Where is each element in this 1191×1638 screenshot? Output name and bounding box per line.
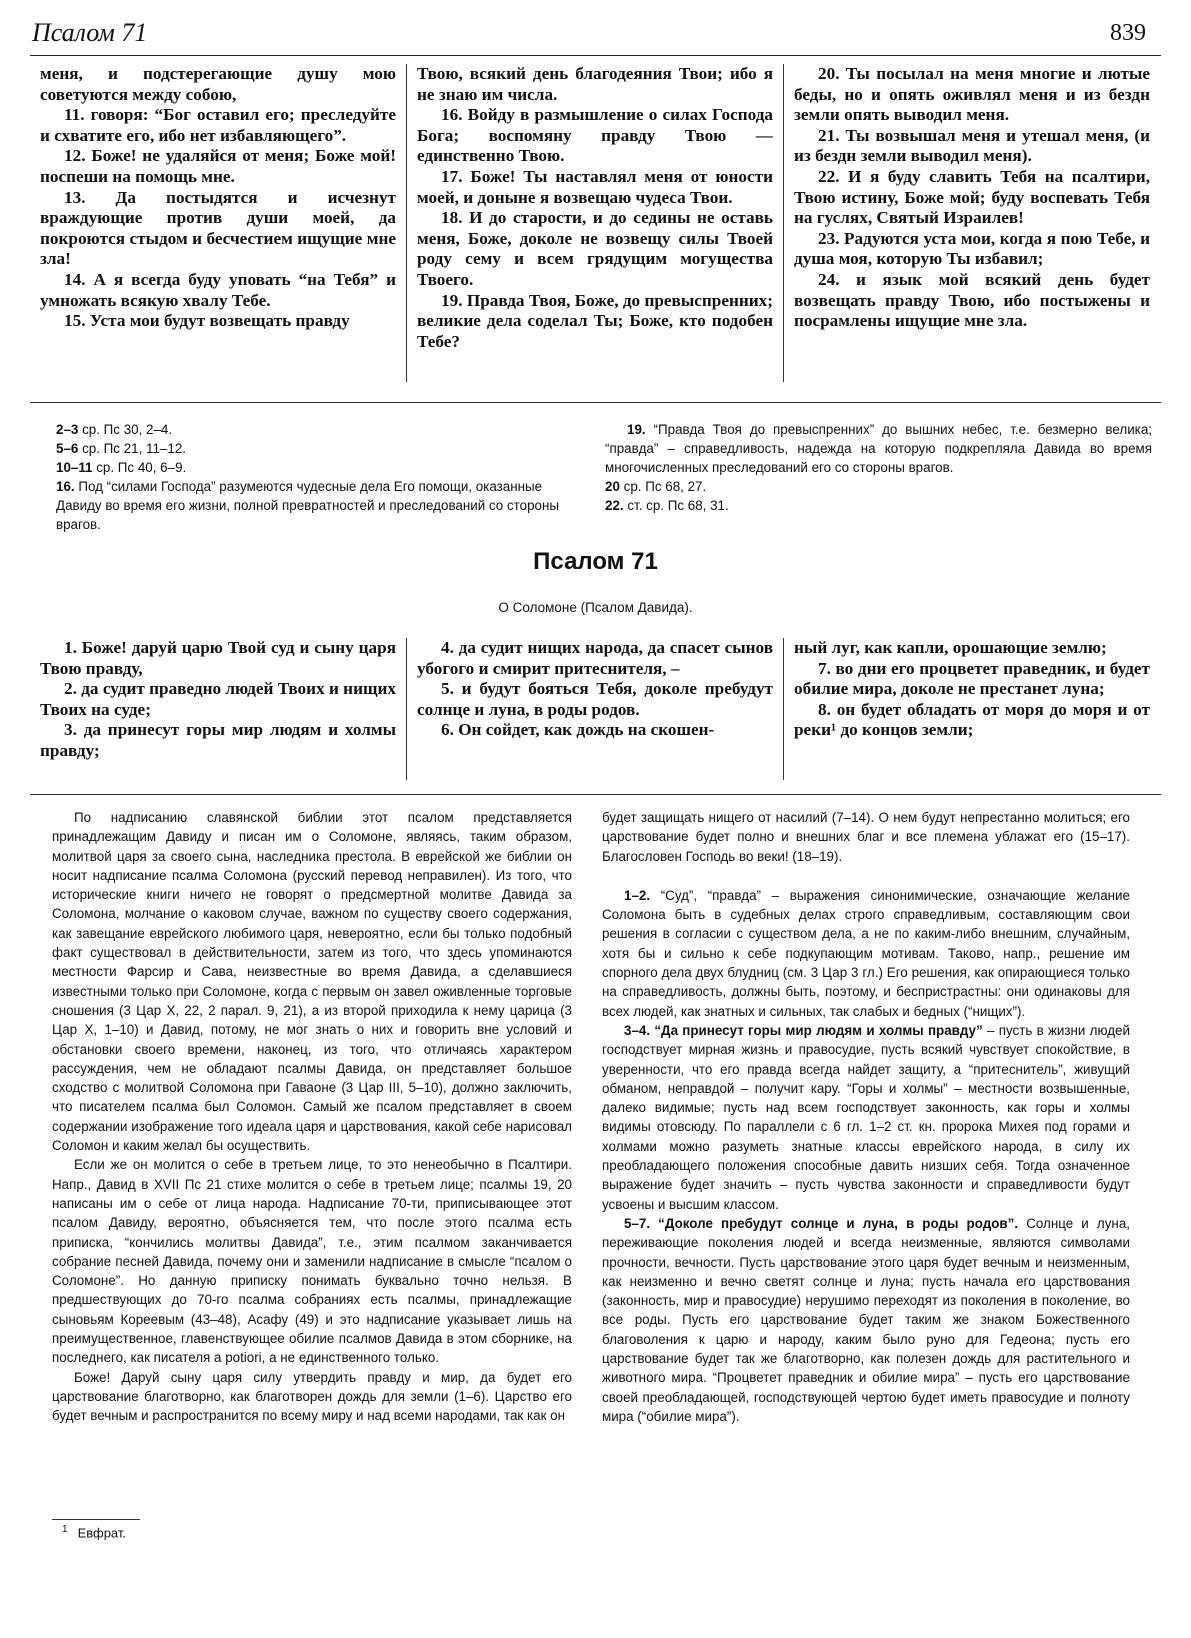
paragraph-text: ст. ср. Пс 68, 31. bbox=[623, 498, 729, 513]
paragraph-text: 15. Уста мои будут возвещать правду bbox=[64, 311, 350, 331]
paragraph bbox=[40, 638, 396, 679]
notes-left-column bbox=[30, 420, 585, 534]
reference: 10–11 bbox=[56, 460, 93, 475]
paragraph-text: ср. Пс 68, 27. bbox=[619, 479, 707, 494]
paragraph-text: 4. да судит нищих народа, да спасет сынов убогого и смирит притеснителя, – bbox=[417, 638, 773, 678]
reference: 1–2. bbox=[624, 887, 651, 903]
paragraph-text: 7. во дни его процветет праведник, и будет обилие мира, доколе не престанет луна; bbox=[794, 658, 1150, 699]
paragraph-text: 6. Он сойдет, как дождь на скошен- bbox=[441, 720, 715, 740]
reference: 20 bbox=[605, 479, 620, 494]
paragraph bbox=[417, 679, 773, 720]
paragraph bbox=[52, 1155, 572, 1367]
verse-column bbox=[30, 638, 406, 780]
paragraph-text: 11. говоря: “Бог оставил его; преследуйте и схватите его, ибо нет избавляющего”. bbox=[40, 105, 396, 145]
paragraph bbox=[794, 167, 1150, 229]
reference: 5–6 bbox=[56, 441, 79, 456]
paragraph bbox=[417, 105, 773, 167]
paragraph-text: 1. Боже! даруй царю Твой суд и сыну царя Твою правду, bbox=[40, 638, 396, 678]
paragraph-text: Солнце и луна, переживающие поколения людей и всегда неизменные, являются символами прочности, вечности. Пусть царствование этого царя будет вечным и неизменным, как неизменно и вечно светят солнце и луна; пусть начала его царствования (законность, мир и правосудие) нерушимо переходят из поколения в поколение, во все роды. Пусть его царствование будет таким же знаком Божественного благоволения к царю и народу, каким было руно для Гедеона; пусть его царствование будет так же благотворно, как полезен дождь для растительного и животного мира. “Процветет праведник и обилие мира” – пусть его царствование своей преобладающей, господствующей чертою будет иметь правосудие и полноту мира (“обилие мира”). bbox=[602, 1215, 1130, 1424]
paragraph bbox=[794, 270, 1150, 332]
paragraph-text: 24. и язык мой всякий день будет возвещать правду Твою, ибо постыжены и посрамлены ищущие мне зла. bbox=[794, 269, 1150, 331]
paragraph bbox=[40, 270, 396, 311]
paragraph-text: ср. Пс 21, 11–12. bbox=[78, 441, 186, 456]
paragraph bbox=[602, 808, 1130, 866]
verses-bottom bbox=[30, 638, 1160, 780]
paragraph bbox=[40, 105, 396, 146]
paragraph bbox=[40, 64, 396, 105]
footnote-mark: 1 bbox=[62, 1524, 68, 1535]
paragraph-text: 20. Ты посылал на меня многие и лютые беды, но и опять оживлял меня и из бездн земли опять выводил меня. bbox=[794, 64, 1150, 125]
header-rule bbox=[30, 55, 1161, 56]
paragraph bbox=[417, 720, 773, 741]
paragraph bbox=[417, 208, 773, 290]
paragraph-text: Твою, всякий день благодеяния Твои; ибо я не знаю им числа. bbox=[417, 64, 773, 104]
paragraph-text: 21. Ты возвышал меня и утешал меня, (и из бездн земли выводил меня). bbox=[794, 125, 1150, 166]
paragraph bbox=[794, 126, 1150, 167]
verses-rule bbox=[30, 402, 1161, 403]
paragraph bbox=[56, 477, 585, 534]
paragraph-text: “Правда Твоя до превыспренних” до вышних небес, т.е. безмерно велика; “правда” – справедливость, надежда на которую подкрепляла Давида во время многочисленных преследований его со стороны врагов. bbox=[605, 422, 1152, 475]
paragraph bbox=[794, 659, 1150, 700]
reference: 2–3 bbox=[56, 422, 79, 437]
paragraph-text: 22. И я буду славить Тебя на псалтири, Твою истину, Боже мой; буду воспевать Тебя на гуслях, Святый Израилев! bbox=[794, 166, 1150, 228]
commentary-right-column bbox=[602, 808, 1130, 1426]
paragraph-text: 13. Да постыдятся и исчезнут враждующие против души моей, да покроются стыдом и бесчестием ищущие мне зла! bbox=[40, 187, 396, 269]
paragraph bbox=[56, 458, 585, 477]
paragraph bbox=[794, 700, 1150, 741]
paragraph bbox=[605, 420, 1152, 477]
reference: 22. bbox=[605, 498, 624, 513]
page-number: 839 bbox=[1110, 20, 1146, 46]
paragraph-text: 18. И до старости, и до седины не оставь меня, Боже, доколе не возвещу силы Твоей роду сему и всем грядущим могущества Твоего. bbox=[417, 208, 773, 289]
paragraph bbox=[605, 496, 1152, 515]
paragraph-text: 19. Правда Твоя, Боже, до превыспренних; великие дела соделал Ты; Боже, кто подобен Тебе? bbox=[417, 290, 773, 351]
paragraph-text: 12. Боже! не удаляйся от меня; Боже мой! поспеши на помощь мне. bbox=[40, 146, 396, 186]
paragraph-text: ный луг, как капли, орошающие землю; bbox=[794, 638, 1107, 657]
paragraph-text: 5. и будут бояться Тебя, доколе пребудут солнце и луна, в роды родов. bbox=[417, 679, 773, 719]
paragraph-text: 3. да принесут горы мир людям и холмы правду; bbox=[40, 720, 396, 760]
study-notes bbox=[30, 420, 1160, 534]
verse-column bbox=[30, 64, 406, 382]
verse-column bbox=[783, 64, 1160, 382]
paragraph-text: 16. Войду в размышление о силах Господа Бога; воспомяну правду Твою — единственно Твою. bbox=[417, 105, 773, 166]
paragraph-text: ср. Пс 30, 2–4. bbox=[78, 422, 173, 437]
paragraph bbox=[40, 679, 396, 720]
paragraph-text: 8. он будет обладать от моря до моря и от реки¹ до концов земли; bbox=[794, 699, 1150, 740]
paragraph-text: 14. А я всегда буду уповать “на Тебя” и умножать всякую хвалу Тебе. bbox=[40, 269, 396, 310]
paragraph bbox=[417, 291, 773, 353]
paragraph bbox=[40, 188, 396, 270]
paragraph-text: “Суд”, “правда” – выражения синонимические, означающие желание Соломона быть в судебных делах строго справедливым, составляющим свои решения в согласии с существом дела, а не по каким-либо внешним, случайным, хотя бы и сильно к себе подкупающим мотивам. Таково, напр., решение им спорного дела двух блудниц (см. 3 Цар 3 гл.) Его решения, как опирающиеся только на справедливость, должны быть, поэтому, и беспристрастны: они одинаковы для всех людей, как знатных и сильных, так слабых и бедных (“нищих”). bbox=[602, 887, 1130, 1019]
reference: 5–7. “Доколе пребудут солнце и луна, в роды родов”. bbox=[624, 1215, 1019, 1231]
paragraph bbox=[605, 477, 1152, 496]
paragraph bbox=[40, 311, 396, 332]
paragraph-text: 2. да судит праведно людей Твоих и нищих Твоих на суде; bbox=[40, 679, 396, 719]
paragraph bbox=[417, 638, 773, 679]
psalm-subtitle: О Соломоне (Псалом Давида). bbox=[498, 600, 693, 615]
paragraph bbox=[417, 167, 773, 208]
verse-column bbox=[783, 638, 1160, 780]
paragraph-text: По надписанию славянской библии этот псалом представляется принадлежащим Давиду и писан им о Соломоне, являясь, таким образом, молитвой царя за своего сына, наследника престола. В еврейской же библии он носит надписание псалма Соломона (русский перевод неправилен). Из того, что исторические книги ничего не говорят о предсмертной молитве Давида за Соломона, молчание о каковом случае, важном по существу своего содержания, как завещание еврейского любимого царя, невероятно, если бы только подобный факт существовал в действительности, затем из того, что здесь упоминаются местности Фарсир и Сава, неизвестные во время Давида, а сделавшиеся известными только при Соломоне, когда с первым он завел оживленные торговые сношения (3 Цар X, 22, 2 парал. 9, 21), а из второй приходила к нему царица (3 Цар X, 1–10) и Давид, потому, не мог знать о них и говорить вне условий и обстановки своего времени, наконец, из того, что отличаясь характером рассуждения, чем не обладают псалмы Давида, он представляет большое сходство с молитвой Соломона при Гаваоне (3 Цар III, 5–10), должно заключить, что писателем псалма был Соломон. Самый же псалом представляет в своем содержании изображение того идеала царя и царствования, какой себе нарисовал Соломон и каким желал бы осуществить. bbox=[52, 810, 572, 1154]
psalm-title: Псалом 71 bbox=[533, 548, 658, 575]
paragraph bbox=[602, 1021, 1130, 1214]
paragraph-text: – пусть в жизни людей господствует мирная жизнь и правосудие, пусть всякий чувствует спокойствие, в уверенности, что его правда всегда найдет защиту, а “притеснитель”, живущий обманом, неправдой – получит кару. “Горы и холмы” – местности возвышенные, далеко видимые; пусть над всем господствует законность, как горы и холмы видимы отовсюду. По параллели с 6 гл. 1–2 ст. кн. пророка Михея под горами и холмами можно разуметь знатные классы еврейского народа, в силу их преобладающего положения способные давить низших себя. Тогда означенное выражение будет значить – пусть чувства законности и справедливости будут усвоены и высшим классом. bbox=[602, 1022, 1130, 1212]
paragraph-text: Если же он молится о себе в третьем лице, то это ненеобычно в Псалтири. Напр., Давид в XVII Пс 21 стихе молится о себе в третьем лице; псалмы 19, 20 написаны им о себе от лица народа. Надписание 70-ти, приписывающее этот псалом Давиду, вероятно, объясняется тем, что после этого псалма есть приписка, “кончились молитвы Давида”, т.е., этим псалмом заканчивается собрание песней Давида, почему они и заменили надписание в смысле “псалом о Соломоне”. Но данную приписку понимать буквально точно нельзя. В предшествующих до 70-го псалма собраниях есть псалмы, принадлежащие сыновьям Кореевым (43–48), Асафу (49) и это надписание указывает лишь на преимущественное, главенствующее обилие псалмов Давида в этом сборнике, на последнего, как писателя a potiori, а не единственного только. bbox=[52, 1157, 572, 1366]
footnote bbox=[62, 1524, 126, 1540]
verse-column bbox=[406, 638, 783, 780]
paragraph bbox=[52, 808, 572, 1155]
paragraph-text: Боже! Даруй сыну царя силу утвердить правду и мир, да будет его царствование благотворно, как благотворен дождь для земли (1–6). Царство его будет вечным и распространится по всему миру и над всеми народами, так как он bbox=[52, 1369, 572, 1424]
commentary-rule bbox=[30, 794, 1161, 795]
paragraph bbox=[794, 64, 1150, 126]
verse-column bbox=[406, 64, 783, 382]
running-header-title: Псалом 71 bbox=[32, 18, 148, 47]
paragraph-text: будет защищать нищего от насилий (7–14). О нем будут непрестанно молиться; его царствование будет полно и внешних благ и все племена ублажат его (15–17). Благословен Господь во веки! (18–19). bbox=[602, 810, 1130, 864]
paragraph-text: 17. Боже! Ты наставлял меня от юности моей, и доныне я возвещаю чудеса Твои. bbox=[417, 166, 773, 207]
paragraph bbox=[40, 720, 396, 761]
paragraph-text: ср. Пс 40, 6–9. bbox=[92, 460, 187, 475]
reference: 3–4. “Да принесут горы мир людям и холмы правду” bbox=[624, 1022, 983, 1038]
paragraph-text: меня, и подстерегающие душу мою советуются между собою, bbox=[40, 64, 396, 104]
footnote-text: Евфрат. bbox=[77, 1525, 126, 1541]
commentary-left-column bbox=[52, 808, 572, 1426]
paragraph-text: Под “силами Господа” разумеются чудесные дела Его помощи, оказанные Давиду во время его жизни, полной превратностей и преследований со стороны врагов. bbox=[56, 479, 559, 532]
notes-right-column bbox=[585, 420, 1160, 534]
paragraph bbox=[794, 229, 1150, 270]
paragraph bbox=[56, 420, 585, 439]
paragraph bbox=[602, 886, 1130, 1021]
paragraph bbox=[40, 146, 396, 187]
verses-top bbox=[30, 64, 1160, 382]
paragraph bbox=[52, 1368, 572, 1426]
paragraph-text: 23. Радуются уста мои, когда я пою Тебе, и душа моя, которую Ты избавил; bbox=[794, 228, 1150, 269]
reference: 19. bbox=[627, 422, 646, 437]
footnote-rule bbox=[52, 1519, 140, 1520]
paragraph bbox=[602, 1214, 1130, 1426]
paragraph bbox=[794, 638, 1150, 659]
paragraph bbox=[56, 439, 585, 458]
reference: 16. bbox=[56, 479, 75, 494]
paragraph bbox=[417, 64, 773, 105]
